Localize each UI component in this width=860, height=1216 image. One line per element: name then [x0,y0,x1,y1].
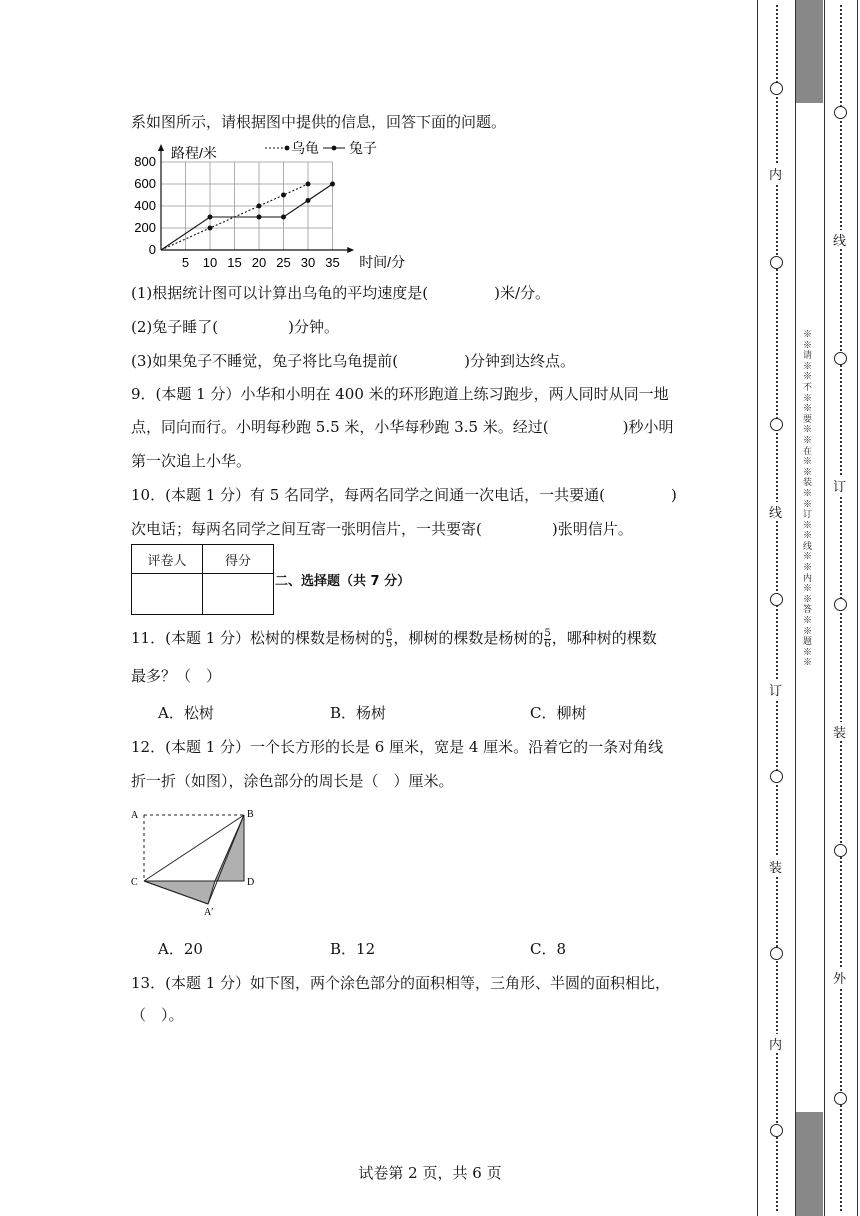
y-tick-label: 0 [148,242,156,257]
binding-circle [834,1092,847,1105]
q12-line2: 折一折（如图），涂色部分的周长是（ ）厘米。 [131,772,454,790]
binding-circle [834,352,847,365]
q13-line2: （ ）。 [131,1006,184,1024]
fraction-5-6: $\frac{5}{6}$ [544,627,551,650]
inner-label: 线 [769,502,782,521]
x-tick-label: 35 [325,255,340,270]
x-tick-label: 10 [202,255,218,270]
race-line-chart [125,138,405,273]
rabbit-point [257,215,262,220]
rabbit-point [330,182,335,187]
q10-line2: 次电话；每两名同学之间互寄一张明信片，一共要寄( )张明信片。 [131,520,633,538]
label-d: D [247,877,255,888]
x-tick-label: 5 [181,255,190,270]
tortoise-point [306,182,311,187]
binding-circle [770,418,783,431]
legend-marker-rabbit [332,146,337,151]
outer-label: 订 [833,476,846,495]
binding-circle [770,1124,783,1137]
outer-label: 外 [833,968,846,987]
legend-marker-tortoise [285,146,290,151]
q11-line1: 11．(本题 1 分）松树的棵数是杨树的 $\frac{6}{5}$ ，柳树的棵数是杨树的 $\frac{5}{6}$ ，哪种树的棵数 [131,627,657,650]
binding-circle [770,593,783,606]
grader-cell[interactable] [132,574,203,615]
inner-label: 装 [769,857,782,876]
q9-line2: 点，同向而行。小明每秒跑 5.5 米，小华每秒跑 3.5 米。经过( )秒小明 [131,418,674,436]
q8-part2: (2)兔子睡了( )分钟。 [131,318,339,336]
binding-circle [770,82,783,95]
y-axis-arrow [158,144,164,151]
y-tick-label: 800 [134,154,156,169]
q12-option-b[interactable]: B．12 [330,940,376,958]
q10-line1: 10．(本题 1 分）有 5 名同学，每两名同学之间通一次电话，一共要通( ) [131,486,677,504]
label-c: C [131,877,138,888]
fraction-6-5: $\frac{6}{5}$ [386,627,393,650]
score-table [131,544,274,615]
rabbit-point [208,215,213,220]
page-footer: 试卷第 2 页，共 6 页 [358,1164,502,1182]
q8-part1: (1)根据统计图可以计算出乌龟的平均速度是( )米/分。 [131,284,551,302]
score-header: 得分 [203,545,274,574]
score-cell[interactable] [203,574,274,615]
outer-label: 线 [833,230,846,249]
inner-label: 订 [769,680,782,699]
q9-line3: 第一次追上小华。 [131,452,252,470]
tortoise-point [281,193,286,198]
x-tick-label: 15 [227,255,242,270]
q11-line2: 最多？（ ） [131,667,222,685]
binding-circle [834,598,847,611]
y-tick-label: 600 [134,176,156,191]
y-tick-label: 400 [134,198,156,213]
x-tick-label: 20 [251,255,267,270]
section-title: 二、选择题（共 7 分） [275,574,411,589]
tortoise-point [208,226,213,231]
binding-circle [770,947,783,960]
legend-label-tortoise: 乌龟 [291,140,319,156]
binding-circle [770,256,783,269]
grader-header: 评卷人 [132,545,203,574]
folded-rectangle-figure [128,805,268,920]
q8-part3: (3)如果兔子不睡觉，兔子将比乌龟提前( )分钟到达终点。 [131,352,575,370]
binding-notice: ※※请※※不※※要※※在※※装※※订※※线※※内※※答※※题※※ [803,330,813,669]
series-line-rabbit [161,184,333,250]
tortoise-point [257,204,262,209]
q12-option-c[interactable]: C．8 [530,940,567,958]
q12-option-a[interactable]: A．20 [158,940,203,958]
label-a: A [131,810,139,821]
q12-line1: 12．(本题 1 分）一个长方形的长是 6 厘米，宽是 4 厘米。沿着它的一条对角线 [131,738,664,756]
x-tick-label: 25 [276,255,291,270]
binding-circle [834,106,847,119]
binding-circle [770,770,783,783]
q11-option-c[interactable]: C．柳树 [530,704,587,722]
y-axis-label: 路程/米 [171,145,217,161]
label-a-prime: A′ [204,907,214,918]
x-axis-label: 时间/分 [359,254,405,270]
question-intro: 系如图所示，请根据图中提供的信息，回答下面的问题。 [131,113,507,131]
q13-line1: 13．(本题 1 分）如下图，两个涂色部分的面积相等，三角形、半圆的面积相比， [131,974,671,992]
outer-label: 装 [833,722,846,741]
rabbit-point [281,215,286,220]
q9-line1: 9．(本题 1 分）小华和小明在 400 米的环形跑道上练习跑步，两人同时从同一地 [131,385,669,403]
rabbit-point [306,198,311,203]
inner-label: 内 [769,164,782,183]
y-tick-label: 200 [134,220,156,235]
binding-circle [834,844,847,857]
q11-option-a[interactable]: A．松树 [158,704,214,722]
legend-label-rabbit: 兔子 [349,140,377,156]
x-tick-label: 30 [300,255,316,270]
label-b: B [247,809,254,820]
strip-dark-bottom [796,1112,823,1216]
q11-option-b[interactable]: B．杨树 [330,704,387,722]
strip-dark-top [796,0,823,103]
inner-label: 内 [769,1034,782,1053]
x-axis-arrow [347,247,354,253]
